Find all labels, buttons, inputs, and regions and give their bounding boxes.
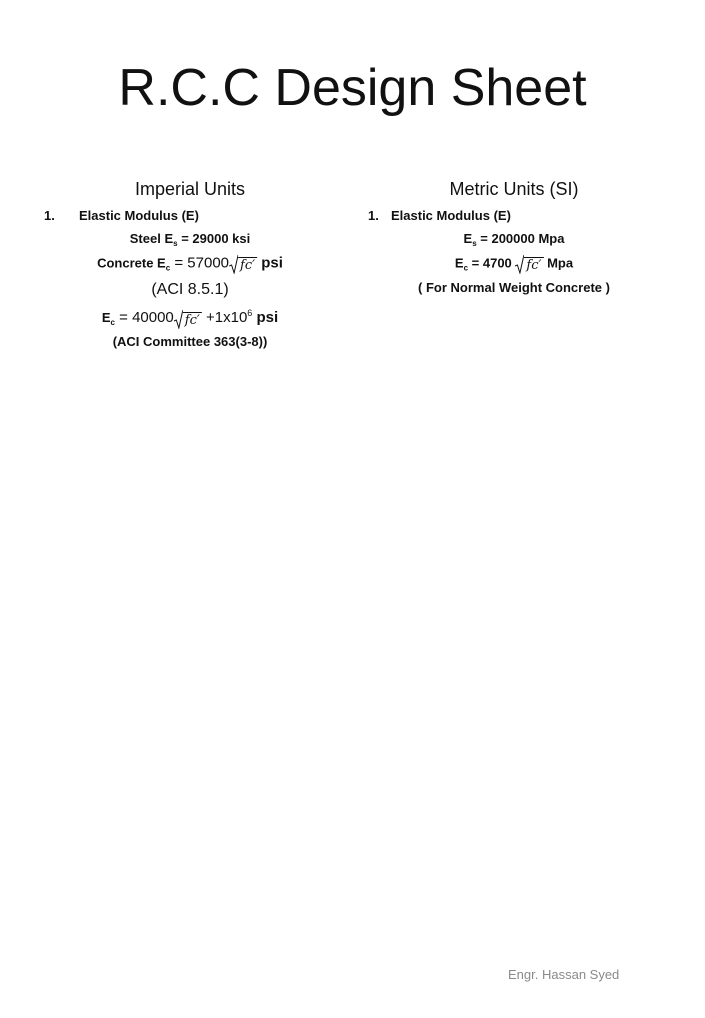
- alt-radicand: fc′: [184, 312, 200, 328]
- steel-value: = 29000 ksi: [177, 231, 251, 246]
- imperial-committee-reference: (ACI Committee 363(3-8)): [112, 334, 268, 349]
- steel-label: Steel E: [129, 231, 174, 246]
- alt-plus-term: +1x10: [201, 309, 248, 326]
- imperial-item-label: Elastic Modulus (E): [79, 208, 199, 223]
- steel-label: E: [463, 231, 473, 246]
- alt-unit: psi: [252, 309, 279, 326]
- concrete-radicand: fc′: [526, 258, 542, 273]
- imperial-heading: Imperial Units: [134, 179, 246, 199]
- steel-subscript: s: [173, 239, 178, 248]
- metric-steel-modulus: [464, 231, 565, 248]
- imperial-item-number: 1.: [44, 208, 55, 223]
- metric-note: ( For Normal Weight Concrete ): [418, 280, 610, 295]
- author-credit: Engr. Hassan Syed: [508, 967, 620, 982]
- steel-subscript: s: [472, 239, 477, 248]
- page-title: R.C.C Design Sheet: [118, 59, 587, 117]
- concrete-label: Concrete E: [97, 255, 166, 271]
- imperial-alt-modulus: [102, 308, 278, 329]
- concrete-label: E: [454, 255, 464, 271]
- concrete-unit: psi: [257, 254, 283, 272]
- alt-label: E: [101, 310, 111, 325]
- concrete-subscript: c: [165, 263, 171, 273]
- alt-subscript: c: [110, 318, 115, 327]
- concrete-unit: Mpa: [543, 255, 574, 271]
- sqrt-icon: [515, 254, 543, 274]
- concrete-coefficient: = 57000: [170, 254, 230, 272]
- steel-value: = 200000 Mpa: [476, 231, 565, 246]
- imperial-steel-modulus: [130, 231, 250, 248]
- alt-exponent: 6: [247, 308, 253, 318]
- imperial-concrete-modulus: [97, 254, 283, 274]
- sqrt-icon: [174, 309, 202, 329]
- alt-coefficient: = 40000: [114, 309, 174, 326]
- metric-item-label: Elastic Modulus (E): [391, 208, 511, 223]
- concrete-coefficient: = 4700: [468, 255, 516, 271]
- metric-concrete-modulus: [455, 254, 573, 274]
- concrete-radicand: fc′: [240, 258, 256, 273]
- imperial-aci-reference: (ACI 8.5.1): [151, 281, 229, 298]
- metric-heading: Metric Units (SI): [449, 179, 579, 199]
- sqrt-icon: [229, 254, 257, 274]
- metric-item-number: 1.: [368, 208, 379, 223]
- concrete-subscript: c: [463, 263, 469, 273]
